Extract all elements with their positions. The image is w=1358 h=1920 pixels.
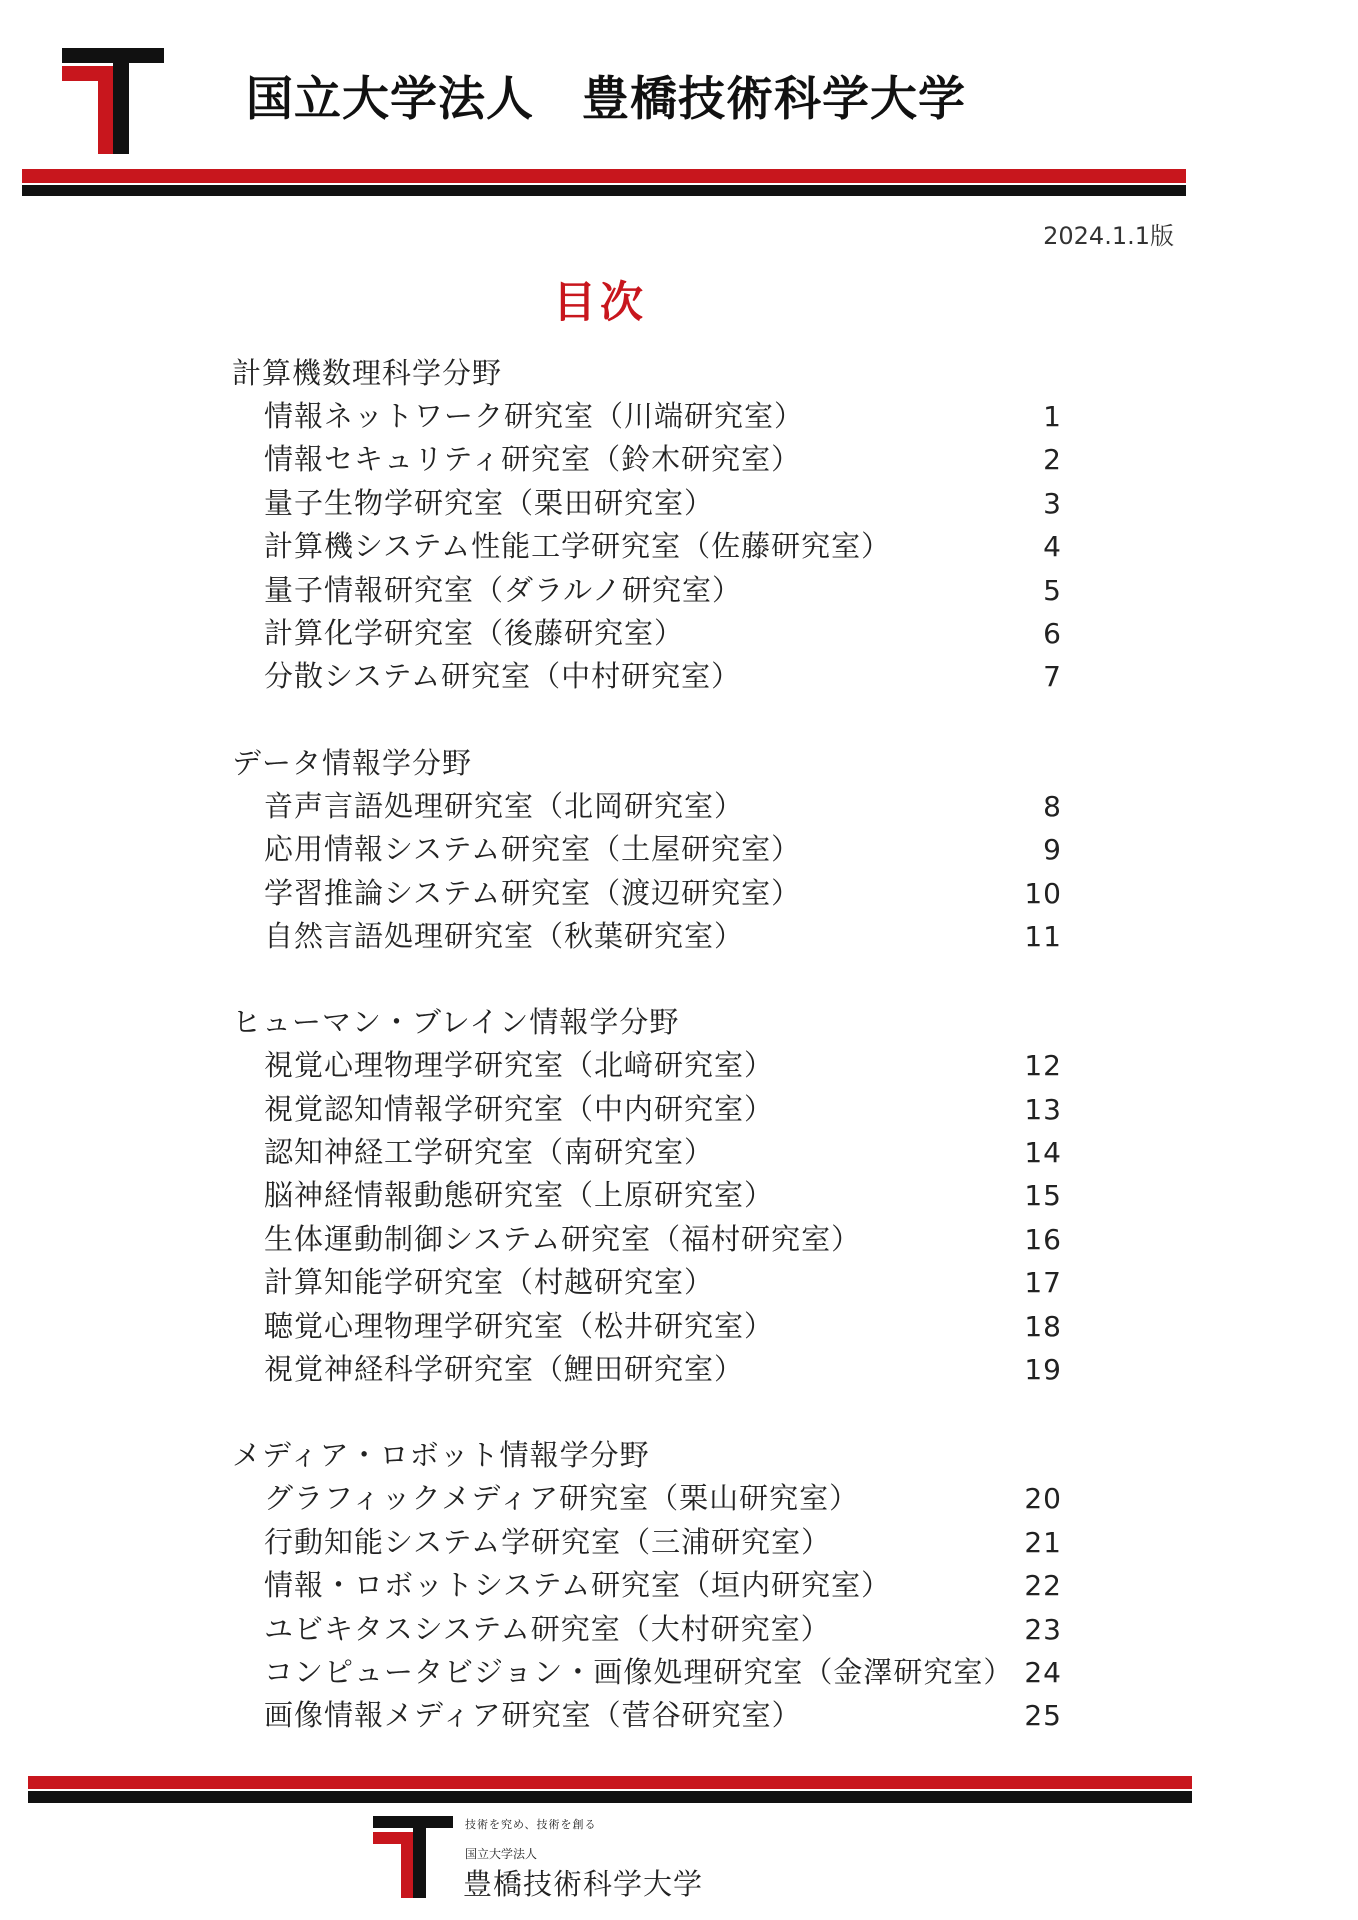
toc-entry-label: 生体運動制御システム研究室（福村研究室） [264,1221,862,1256]
toc-page-number: 25 [1024,1699,1062,1733]
section-spacer [232,1391,1062,1434]
toc-page-number: 17 [1024,1266,1062,1300]
toc-page-number: 10 [1024,876,1062,910]
toc-page-number: 15 [1024,1179,1062,1213]
toc-page-number: 5 [1043,573,1062,607]
toc-entry[interactable] [232,1564,1062,1607]
table-of-contents [232,352,1062,1738]
toc-entry-label: 計算化学研究室（後藤研究室） [264,615,685,650]
toc-page-number: 13 [1024,1092,1062,1126]
toc-entry[interactable] [232,1261,1062,1304]
toc-entry-label: ユビキタスシステム研究室（大村研究室） [264,1611,831,1646]
toc-entry[interactable] [232,655,1062,698]
footer-corp-type: 国立大学法人 [465,1847,538,1861]
toc-entry-label: 学習推論システム研究室（渡辺研究室） [264,875,802,910]
toc-entry-label: 行動知能システム学研究室（三浦研究室） [264,1524,832,1559]
toc-entry-label: 視覚認知情報学研究室（中内研究室） [264,1091,775,1126]
section-spacer [232,958,1062,1001]
toc-entry[interactable] [232,828,1062,871]
section-title: 計算機数理科学分野 [232,356,503,390]
toc-entry[interactable] [232,1348,1062,1391]
section-title: メディア・ロボット情報学分野 [232,1438,650,1473]
toc-entry[interactable] [232,1694,1062,1737]
toc-entry[interactable] [232,1044,1062,1087]
toc-entry-label: 認知神経工学研究室（南研究室） [264,1135,715,1170]
toc-page-number: 3 [1043,486,1062,520]
toc-entry[interactable] [232,1608,1062,1651]
footer-divider [28,1776,1192,1803]
toc-entry-label: 視覚心理物理学研究室（北﨑研究室） [264,1048,775,1083]
toc-entry-label: 脳神経情報動態研究室（上原研究室） [264,1178,775,1213]
toc-entry-label: 量子生物学研究室（栗田研究室） [264,485,715,520]
toc-entry[interactable] [232,569,1062,612]
toc-entry-label: 情報ネットワーク研究室（川端研究室） [264,399,805,433]
toc-entry[interactable] [232,395,1062,438]
toc-entry-label: 聴覚心理物理学研究室（松井研究室） [264,1308,775,1343]
toc-page-number: 11 [1024,919,1062,953]
toc-page-number: 24 [1024,1655,1062,1689]
toc-page-number: 2 [1043,443,1062,477]
toc-entry[interactable] [232,482,1062,525]
toc-entry[interactable] [232,915,1062,958]
toc-page-number: 23 [1024,1612,1062,1646]
toc-entry-label: 分散システム研究室（中村研究室） [264,659,742,694]
section-spacer [232,699,1062,742]
toc-page-number: 6 [1043,616,1062,650]
toc-page-number: 18 [1024,1309,1062,1343]
toc-entry[interactable] [232,1088,1062,1131]
footer-university-name: 豊橋技術科学大学 [463,1867,704,1901]
toc-entry-label: 応用情報システム研究室（土屋研究室） [264,832,802,867]
header-title: 国立大学法人 豊橋技術科学大学 [246,72,966,127]
toc-entry[interactable] [232,525,1062,568]
toc-entry-label: 計算機システム性能工学研究室（佐藤研究室） [264,529,892,564]
header-divider [22,169,1186,196]
toc-entry-label: 視覚神経科学研究室（鯉田研究室） [264,1352,745,1387]
toc-page-number: 4 [1043,530,1062,564]
toc-page-number: 19 [1024,1353,1062,1387]
section-title: データ情報学分野 [232,745,473,780]
toc-entry[interactable] [232,1218,1062,1261]
version-label: 2024.1.1版 [1043,222,1174,250]
toc-page-number: 16 [1024,1222,1062,1256]
toc-entry-label: 自然言語処理研究室（秋葉研究室） [264,918,745,953]
toc-entry-label: 情報セキュリティ研究室（鈴木研究室） [264,442,802,477]
toc-entry[interactable] [232,872,1062,915]
toc-entry-label: 情報・ロボットシステム研究室（垣内研究室） [264,1568,892,1603]
toc-page-number: 8 [1043,789,1062,823]
toc-page-number: 9 [1043,833,1062,867]
toc-entry[interactable] [232,438,1062,481]
toc-page-number: 21 [1024,1525,1062,1559]
toc-entry-label: 音声言語処理研究室（北岡研究室） [264,788,745,823]
footer-slogan: 技術を究め、技術を創る [465,1818,597,1831]
toc-entry-label: 画像情報メディア研究室（菅谷研究室） [264,1698,802,1733]
toc-entry-label: グラフィックメディア研究室（栗山研究室） [264,1481,860,1516]
toc-page-number: 1 [1043,400,1062,433]
toc-entry[interactable] [232,1521,1062,1564]
toc-page-number: 12 [1024,1049,1062,1083]
toc-entry[interactable] [232,1131,1062,1174]
section-title: ヒューマン・ブレイン情報学分野 [232,1005,680,1040]
toc-page-number: 22 [1024,1569,1062,1603]
toc-entry[interactable] [232,1174,1062,1217]
toc-entry-label: 計算知能学研究室（村越研究室） [264,1265,715,1300]
toc-page-number: 7 [1043,660,1062,694]
toc-entry[interactable] [232,1477,1062,1520]
toc-entry[interactable] [232,612,1062,655]
toc-entry[interactable] [232,1305,1062,1348]
footer-logo-icon [373,1816,453,1898]
toc-entry-label: 量子情報研究室（ダラルノ研究室） [264,572,742,607]
toc-entry[interactable] [232,785,1062,828]
toc-entry[interactable] [232,1651,1062,1694]
toc-title: 目次 [553,278,647,328]
toc-page-number: 14 [1024,1136,1062,1170]
university-logo-icon [62,48,164,154]
toc-entry-label: コンピュータビジョン・画像処理研究室（金澤研究室） [264,1654,1014,1689]
toc-page-number: 20 [1024,1482,1062,1516]
